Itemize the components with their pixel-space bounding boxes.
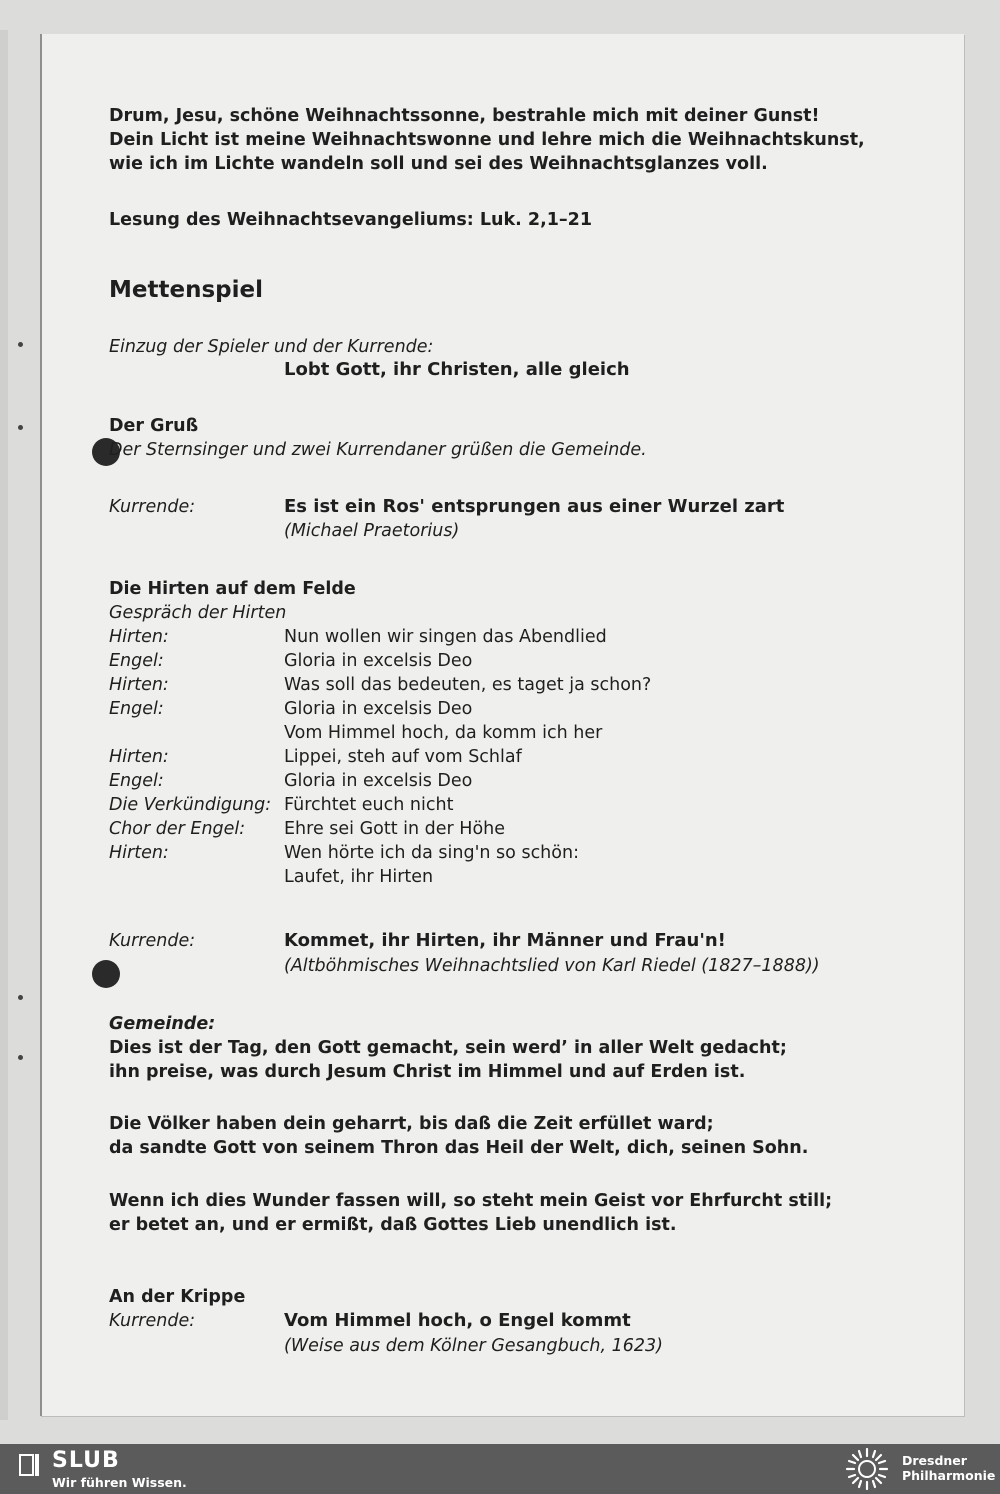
kommet-hymn: Kommet, ihr Hirten, ihr Männer und Frau'n! [284,930,726,951]
dialogue-line: Vom Himmel hoch, da komm ich her [284,723,603,743]
dialogue-line: Gloria in excelsis Deo [284,699,473,719]
ros-source: (Michael Praetorius) [284,521,460,541]
dialogue-speaker: Chor der Engel: [109,819,246,839]
slub-tagline: Wir führen Wissen. [52,1475,187,1490]
verse-line: Wenn ich dies Wunder fassen will, so steht mein Geist vor Ehrfurcht still; [109,1191,833,1211]
intro-line: Dein Licht ist meine Weihnachtswonne und lehre mich die Weihnachtskunst, [109,130,865,150]
verse-line: ihn preise, was durch Jesum Christ im Himmel und auf Erden ist. [109,1062,746,1082]
dialogue-line: Gloria in excelsis Deo [284,651,473,671]
dp-name-line: Philharmonie [902,1468,996,1483]
ros-hymn: Es ist ein Ros' entsprungen aus einer Wurzel zart [284,496,785,517]
dialogue-speaker: Die Verkündigung: [109,795,272,815]
intro-line: Drum, Jesu, schöne Weihnachtssonne, bestrahle mich mit deiner Gunst! [109,106,820,126]
lesung-heading: Lesung des Weihnachtsevangeliums: Luk. 2,1–21 [109,210,592,230]
krippe-label: Kurrende: [109,1311,196,1331]
krippe-source: (Weise aus dem Kölner Gesangbuch, 1623) [284,1336,663,1356]
verse-line: Dies ist der Tag, den Gott gemacht, sein werd’ in aller Welt gedacht; [109,1038,787,1058]
dialogue-line: Fürchtet euch nicht [284,795,454,815]
dp-name-line: Dresdner [902,1453,967,1468]
einzug-hymn: Lobt Gott, ihr Christen, alle gleich [284,359,630,380]
dialogue-line: Laufet, ihr Hirten [284,867,434,887]
dresdner-philharmonie-name [902,1453,995,1483]
dialogue-speaker: Hirten: [109,675,169,695]
dialogue-line: Nun wollen wir singen das Abendlied [284,627,607,647]
dialogue-line: Wen hörte ich da sing'n so schön: [284,843,579,863]
gemeinde-label: Gemeinde: [109,1014,216,1034]
book-icon [18,1452,40,1478]
slub-logo-text[interactable]: SLUB [52,1448,120,1473]
verse-line: er betet an, und er ermißt, daß Gottes Lieb unendlich ist. [109,1215,677,1235]
dialogue-line: Lippei, steh auf vom Schlaf [284,747,522,767]
dialogue-speaker: Hirten: [109,627,169,647]
mettenspiel-title: Mettenspiel [109,277,263,303]
einzug-label: Einzug der Spieler und der Kurrende: [109,337,434,357]
verse-line: Die Völker haben dein geharrt, bis daß die Zeit erfüllet ward; [109,1114,714,1134]
hirten-title: Die Hirten auf dem Felde [109,579,356,599]
footer-bar [0,1444,1000,1494]
dialogue-speaker: Hirten: [109,843,169,863]
punch-hole [92,960,120,988]
scan-mark [18,342,23,347]
krippe-title: An der Krippe [109,1287,246,1307]
intro-line: wie ich im Lichte wandeln soll und sei des Weihnachtsglanzes voll. [109,154,768,174]
dialogue-speaker: Engel: [109,699,164,719]
gruss-text: Der Sternsinger und zwei Kurrendaner grüßen die Gemeinde. [109,440,647,460]
gruss-title: Der Gruß [109,416,199,436]
kommet-source: (Altböhmisches Weihnachtslied von Karl Riedel (1827–1888)) [284,956,820,976]
previous-page-edge [0,30,8,1420]
verse-line: da sandte Gott von seinem Thron das Heil der Welt, dich, seinen Sohn. [109,1138,809,1158]
krippe-hymn: Vom Himmel hoch, o Engel kommt [284,1310,631,1331]
scan-mark [18,425,23,430]
dialogue-line: Ehre sei Gott in der Höhe [284,819,506,839]
ros-label: Kurrende: [109,497,196,517]
dialogue-speaker: Engel: [109,771,164,791]
scan-mark [18,1055,23,1060]
scan-mark [18,995,23,1000]
dialogue-line: Gloria in excelsis Deo [284,771,473,791]
dialogue-line: Was soll das bedeuten, es taget ja schon? [284,675,652,695]
hirten-subtitle: Gespräch der Hirten [109,603,287,623]
sunburst-logo-icon[interactable] [842,1446,892,1492]
kommet-label: Kurrende: [109,931,196,951]
dialogue-speaker: Engel: [109,651,164,671]
dialogue-speaker: Hirten: [109,747,169,767]
